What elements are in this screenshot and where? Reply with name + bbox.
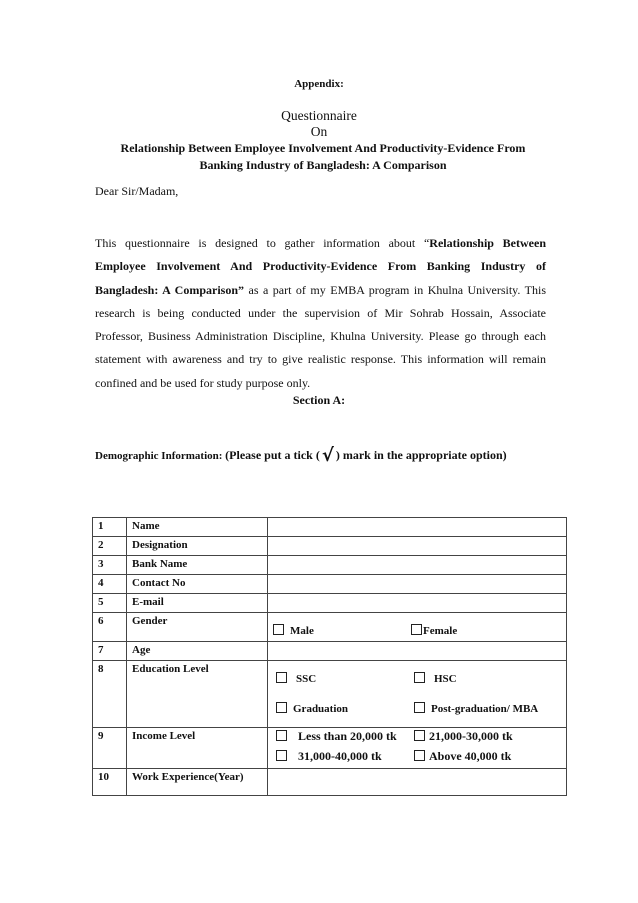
row-label: Gender [127, 613, 268, 642]
table-row [93, 575, 567, 594]
row-number: 7 [93, 642, 127, 661]
checkbox-icon[interactable] [276, 702, 287, 713]
checkbox-icon[interactable] [414, 702, 425, 713]
option-label: Graduation [293, 703, 349, 715]
checkbox-icon[interactable] [276, 730, 287, 741]
appendix-label: Appendix: [294, 78, 344, 90]
title-line-1: Questionnaire [281, 108, 357, 123]
option-label: Female [423, 625, 458, 637]
table-row [93, 556, 567, 575]
table-row [93, 537, 567, 556]
education-option-ssc[interactable] [276, 671, 316, 688]
intro-research-title: Relationship Between Employee Involvement And Productivity-Evidence From Banking Industry of Bangladesh: A Comparison” [95, 236, 546, 297]
table-row [93, 661, 567, 728]
intro-text-2: as a part of my EMBA program in Khulna University. This research is being conducted under the supervision of Mir Sohrab Hossain, Associate Professor, Business Administration Discipline, Khulna University. Please go through each statement with awareness and try to give realistic response. This information will remain confined and be used for study purpose only. [95, 282, 546, 390]
income-option-21000-30000[interactable] [414, 728, 513, 745]
row-label: Designation [127, 537, 268, 556]
row-label: Education Level [127, 661, 268, 728]
row-number: 9 [93, 728, 127, 769]
education-option-hsc[interactable] [414, 671, 457, 688]
option-label: Post-graduation/ MBA [431, 703, 539, 715]
option-label: 21,000-30,000 tk [429, 729, 513, 743]
option-label: Less than 20,000 tk [298, 729, 397, 743]
section-heading: Section A: [292, 393, 346, 407]
education-option-postgraduation[interactable] [414, 701, 538, 718]
income-options [268, 728, 567, 769]
row-label: E-mail [127, 594, 268, 613]
table-row [93, 769, 567, 796]
row-label: Income Level [127, 728, 268, 769]
checkbox-icon[interactable] [276, 750, 287, 761]
checkbox-icon[interactable] [411, 624, 422, 635]
intro-text-1: This questionnaire is designed to gather information about “ [95, 236, 430, 250]
gender-option-female[interactable] [411, 623, 457, 640]
tick-instruction-1: (Please put a tick ( [225, 448, 320, 462]
research-title-line-1: Relationship Between Employee Involvement And Productivity-Evidence From [120, 141, 526, 155]
salutation: Dear Sir/Madam, [95, 184, 179, 198]
tick-instruction-2: ) mark in the appropriate option) [335, 448, 507, 462]
row-number: 3 [93, 556, 127, 575]
work-experience-answer-cell[interactable] [268, 769, 567, 796]
intro-paragraph [95, 232, 546, 395]
table-row [93, 518, 567, 537]
row-number: 2 [93, 537, 127, 556]
row-number: 4 [93, 575, 127, 594]
row-number: 8 [93, 661, 127, 728]
education-options [268, 661, 567, 728]
row-label: Name [127, 518, 268, 537]
questionnaire-title [0, 108, 638, 140]
gender-options [268, 613, 567, 642]
option-label: Male [290, 625, 314, 637]
option-label: 31,000-40,000 tk [298, 749, 382, 763]
gender-option-male[interactable] [273, 623, 314, 640]
contact-answer-cell[interactable] [268, 575, 567, 594]
table-row [93, 613, 567, 642]
checkbox-icon[interactable] [276, 672, 287, 683]
age-answer-cell[interactable] [268, 642, 567, 661]
bank-name-answer-cell[interactable] [268, 556, 567, 575]
checkbox-icon[interactable] [414, 672, 425, 683]
row-label: Age [127, 642, 268, 661]
table-row [93, 642, 567, 661]
income-option-above-40000[interactable] [414, 748, 511, 765]
income-option-below-20000[interactable] [276, 728, 397, 745]
designation-answer-cell[interactable] [268, 537, 567, 556]
email-answer-cell[interactable] [268, 594, 567, 613]
title-line-2: On [310, 124, 328, 139]
tick-mark-icon: √ [321, 445, 334, 466]
row-number: 10 [93, 769, 127, 796]
row-label: Bank Name [127, 556, 268, 575]
research-title-line-2: Banking Industry of Bangladesh: A Comparison [199, 158, 447, 172]
option-label: Above 40,000 tk [429, 749, 512, 763]
demographic-instructions [95, 445, 507, 466]
education-option-graduation[interactable] [276, 701, 348, 718]
table-row [93, 728, 567, 769]
option-label: HSC [434, 673, 457, 685]
demographic-label: Demographic Information: [95, 450, 226, 462]
name-answer-cell[interactable] [268, 518, 567, 537]
demographic-table [92, 517, 567, 796]
table-row [93, 594, 567, 613]
checkbox-icon[interactable] [273, 624, 284, 635]
checkbox-icon[interactable] [414, 750, 425, 761]
checkbox-icon[interactable] [414, 730, 425, 741]
row-number: 1 [93, 518, 127, 537]
row-label: Work Experience(Year) [127, 769, 268, 796]
row-label: Contact No [127, 575, 268, 594]
row-number: 5 [93, 594, 127, 613]
option-label: SSC [296, 673, 317, 685]
research-title [92, 140, 554, 174]
row-number: 6 [93, 613, 127, 642]
income-option-31000-40000[interactable] [276, 748, 382, 765]
